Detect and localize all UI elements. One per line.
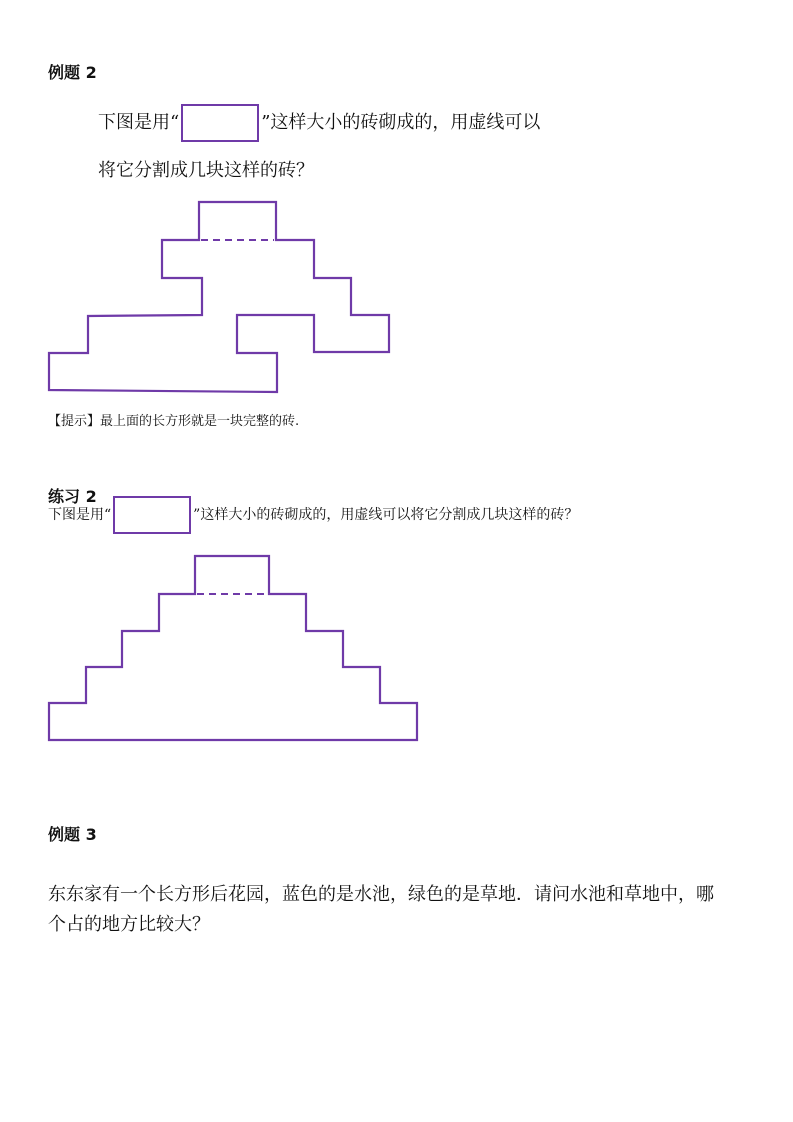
practice2-figure-outline (49, 556, 417, 740)
example2-hint: 【提示】最上面的长方形就是一块完整的砖. (48, 414, 300, 429)
example3-heading: 例题 3 (48, 825, 97, 844)
example3-question-line1: 东东家有一个长方形后花园，蓝色的是水池，绿色的是草地．请问水池和草地中，哪 (48, 884, 714, 905)
example3-question-line2: 个占的地方比较大？ (48, 914, 210, 935)
practice2-line-before: 下图是用“ (48, 507, 112, 523)
practice2-line-after: ”这样大小的砖砌成的，用虚线可以将它分割成几块这样的砖？ (193, 507, 579, 523)
example2-line1-before: 下图是用“ (98, 112, 180, 133)
example2-question-line2: 将它分割成几块这样的砖？ (98, 160, 314, 181)
practice2-heading: 练习 2 (48, 487, 97, 506)
example2-line1-after: ”这样大小的砖砌成的，用虚线可以 (261, 112, 541, 133)
example2-heading: 例题 2 (48, 63, 97, 82)
